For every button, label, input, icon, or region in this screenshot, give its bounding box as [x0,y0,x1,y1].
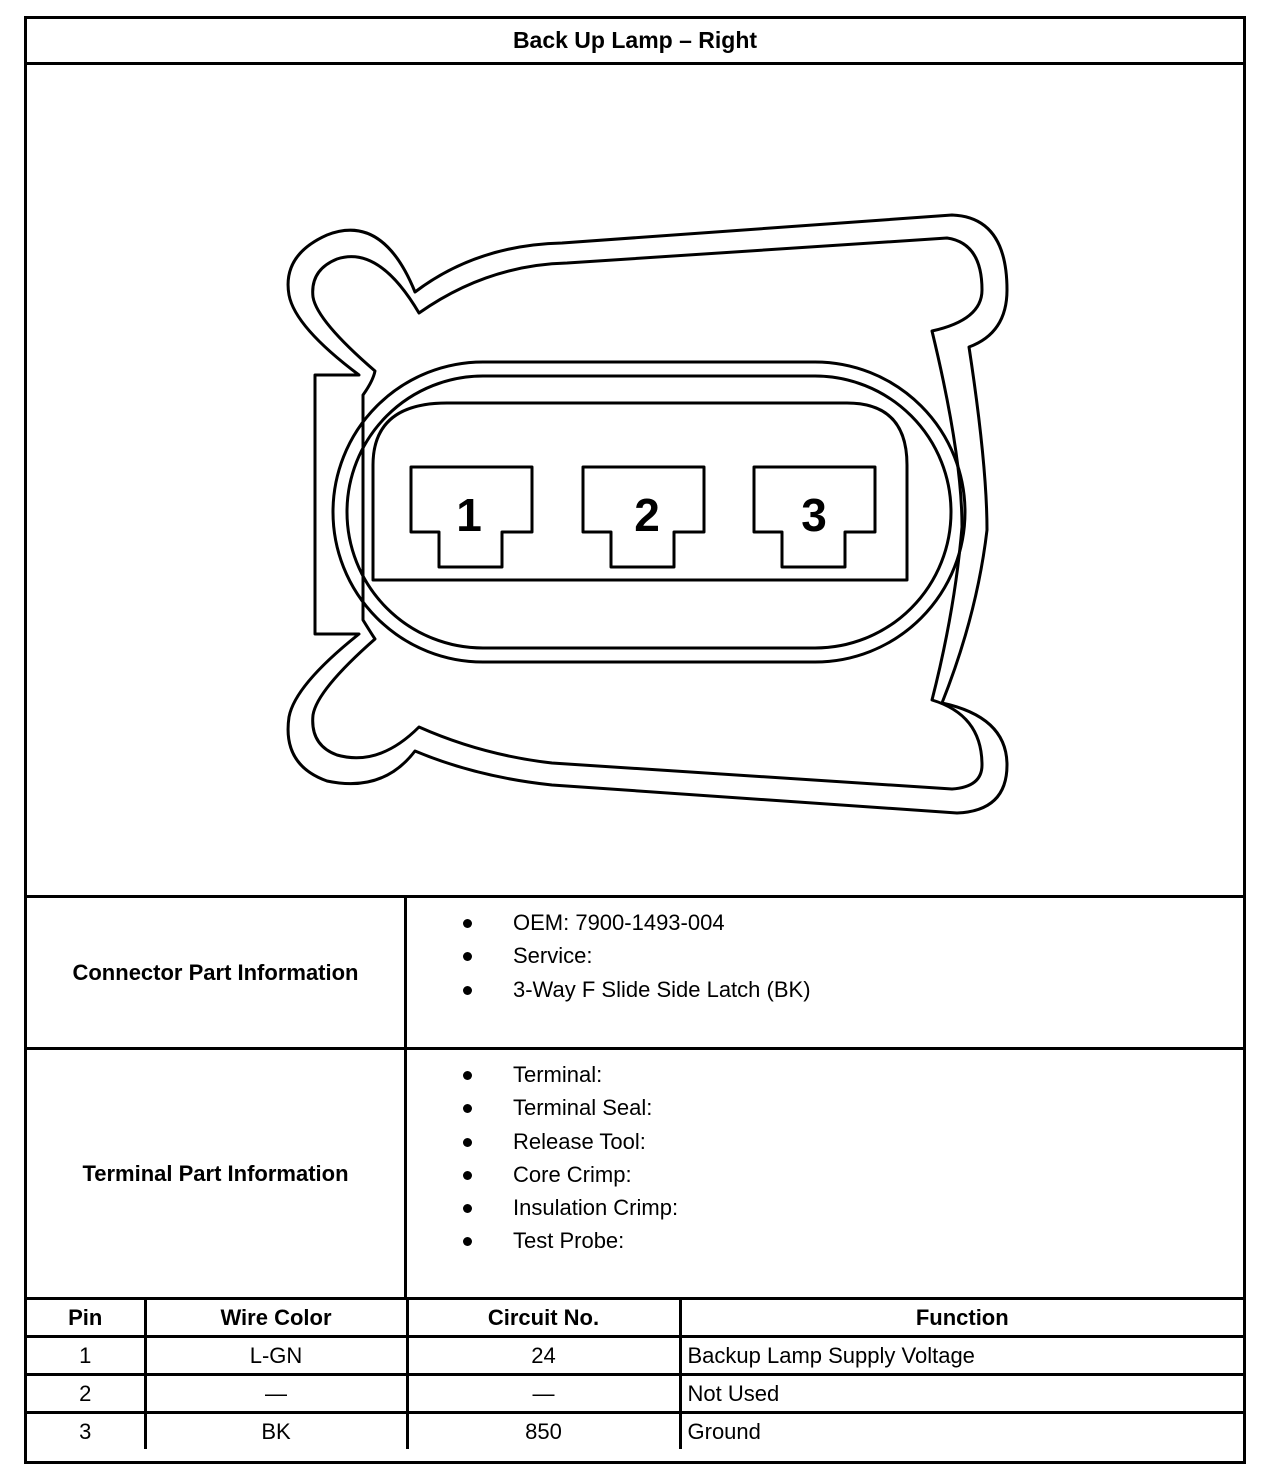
table-row [27,1413,1243,1450]
table-row [27,1375,1243,1413]
connector-part-information-list [407,898,1243,1008]
cavity-2-label: 2 [634,489,660,541]
function-header: Function [680,1299,1243,1337]
list-item: Core Crimp: [407,1160,1243,1193]
list-item: Service: [407,941,1243,974]
list-item: Release Tool: [407,1127,1243,1160]
wire-color-header: Wire Color [145,1299,407,1337]
connector-part-information-row [27,895,1243,1047]
circuit-no-cell: 850 [407,1413,680,1450]
list-item: Terminal: [407,1060,1243,1093]
list-item: OEM: 7900-1493-004 [407,908,1243,941]
connector-face-drawing [27,65,1249,897]
terminal-part-information-label: Terminal Part Information [27,1050,407,1297]
function-cell: Ground [680,1413,1243,1450]
circuit-no-header: Circuit No. [407,1299,680,1337]
connector-diagram [27,65,1243,897]
terminal-part-information-row [27,1047,1243,1297]
list-item: Insulation Crimp: [407,1193,1243,1226]
circuit-no-cell: — [407,1375,680,1413]
cavity-3-label: 3 [801,489,827,541]
terminal-part-information-list [407,1050,1243,1260]
connector-sheet [24,16,1246,1464]
cavity-1-label: 1 [456,489,482,541]
pin-cell: 2 [27,1375,145,1413]
pin-cell: 3 [27,1413,145,1450]
circuit-no-cell: 24 [407,1337,680,1375]
pin-header: Pin [27,1299,145,1337]
pin-cell: 1 [27,1337,145,1375]
list-item: 3-Way F Slide Side Latch (BK) [407,975,1243,1008]
table-header-row [27,1299,1243,1337]
connector-part-information-label: Connector Part Information [27,898,407,1047]
function-cell: Not Used [680,1375,1243,1413]
table-row [27,1337,1243,1375]
wire-color-cell: BK [145,1413,407,1450]
function-cell: Backup Lamp Supply Voltage [680,1337,1243,1375]
list-item: Test Probe: [407,1226,1243,1259]
list-item: Terminal Seal: [407,1093,1243,1126]
wire-color-cell: L-GN [145,1337,407,1375]
pin-table [27,1297,1243,1449]
wire-color-cell: — [145,1375,407,1413]
page-title: Back Up Lamp – Right [27,19,1243,65]
